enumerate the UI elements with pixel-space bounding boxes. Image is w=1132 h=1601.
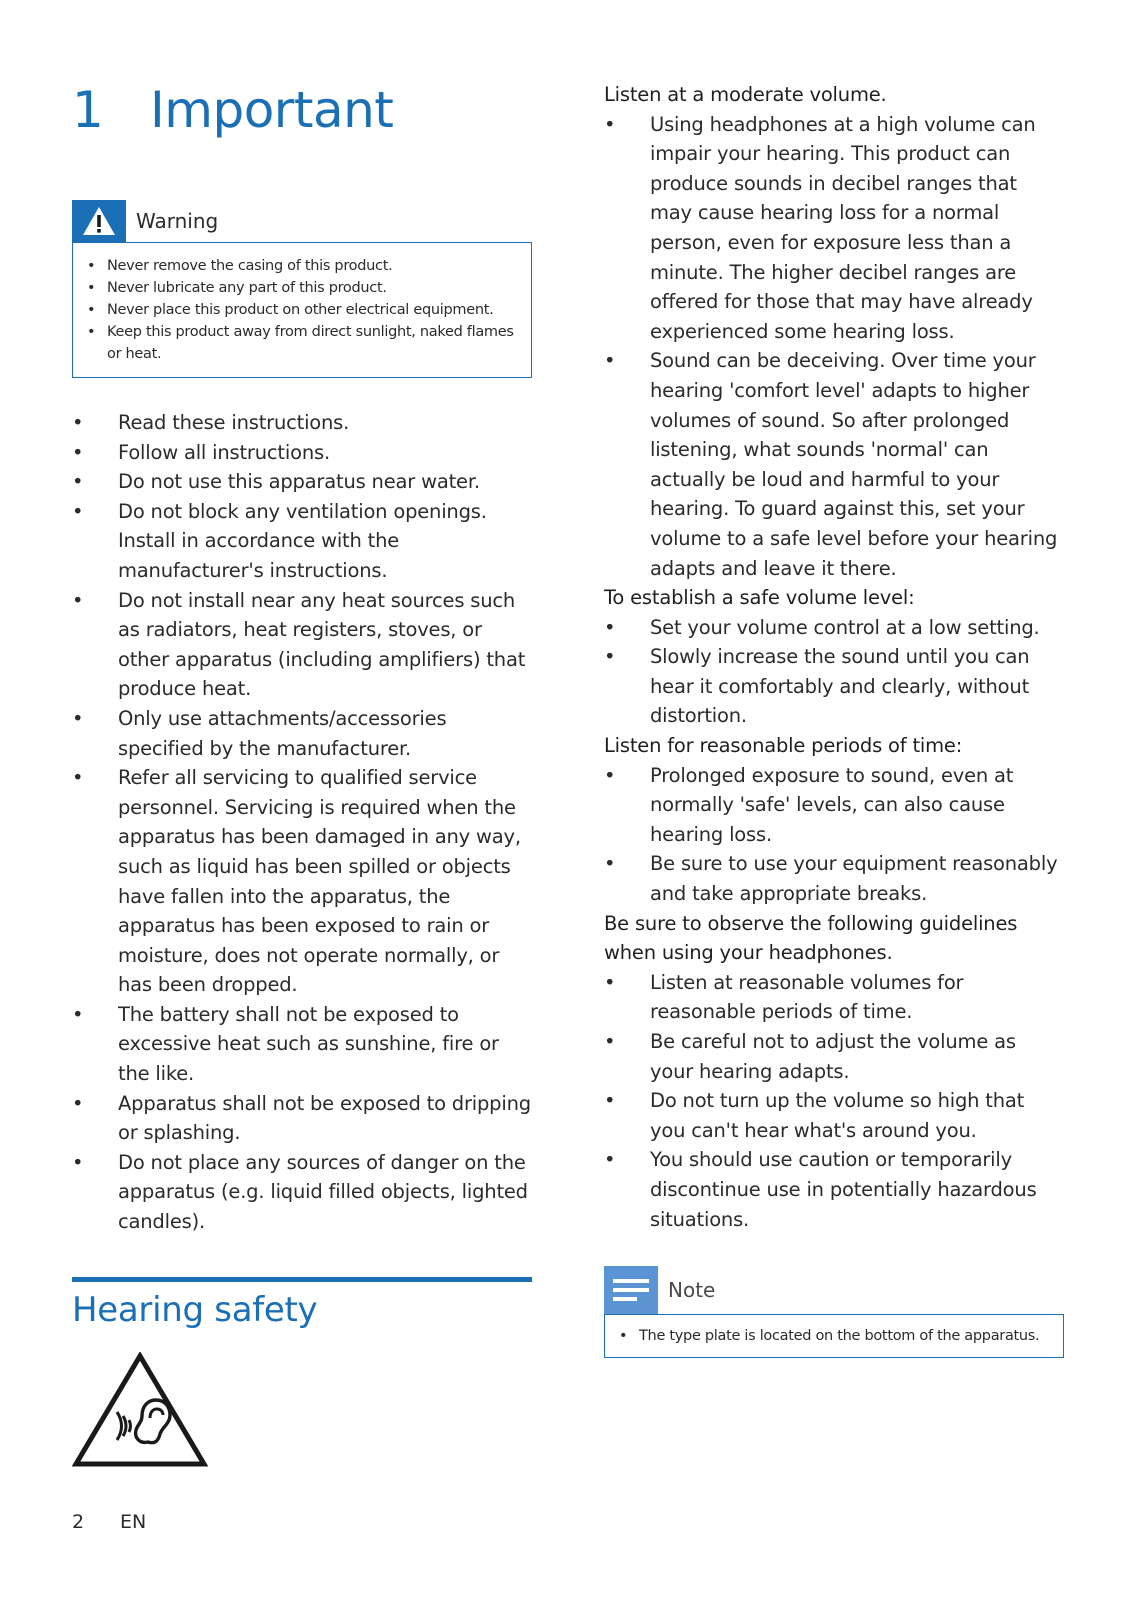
- list-item: • Keep this product away from direct sunlight, naked flames or heat.: [85, 321, 521, 365]
- list-item: • Apparatus shall not be exposed to dripping or splashing.: [72, 1089, 532, 1148]
- list-item: • Follow all instructions.: [72, 438, 532, 468]
- list-item: • Prolonged exposure to sound, even at normally 'safe' levels, can also cause hearing loss.: [604, 761, 1064, 850]
- list-item: • Do not turn up the volume so high that you can't hear what's around you.: [604, 1086, 1064, 1145]
- list-item: • Never remove the casing of this product.: [85, 255, 521, 277]
- section-title-hearing-safety: Hearing safety: [72, 1289, 318, 1330]
- subheading: Be sure to observe the following guidelines when using your headphones.: [604, 911, 1018, 965]
- page-footer: [72, 1511, 146, 1533]
- warning-header: [72, 200, 532, 242]
- list-item: • Do not block any ventilation openings. Install in accordance with the manufacturer's instructions.: [72, 497, 532, 586]
- note-header: [604, 1266, 1064, 1314]
- list-item: • The type plate is located on the bottom of the apparatus.: [617, 1325, 1051, 1347]
- list-item: • Never lubricate any part of this product.: [85, 277, 521, 299]
- list-item: • The battery shall not be exposed to excessive heat such as sunshine, fire or the like.: [72, 1000, 532, 1089]
- note-body: [604, 1314, 1064, 1358]
- warning-triangle-icon: [72, 200, 126, 242]
- page-number: 2: [72, 1511, 85, 1533]
- subheading: Listen for reasonable periods of time:: [604, 734, 963, 758]
- warning-body: [72, 242, 532, 378]
- chapter-title: Important: [150, 81, 394, 139]
- warning-title: Warning: [136, 209, 219, 233]
- list-item: • Refer all servicing to qualified service personnel. Servicing is required when the apparatus has been damaged in any way, such as liquid has been spilled or objects have fallen into the apparatus, the apparatus has been exposed to rain or moisture, does not operate normally, or has been dropped.: [72, 763, 532, 1000]
- list-item: • Do not place any sources of danger on the apparatus (e.g. liquid filled objects, lighted candles).: [72, 1148, 532, 1237]
- note-box: [604, 1266, 1064, 1358]
- instructions-list: [72, 408, 532, 1237]
- language-code: EN: [120, 1511, 147, 1533]
- list-item: • Listen at reasonable volumes for reasonable periods of time.: [604, 968, 1064, 1027]
- note-lines-icon: [604, 1266, 658, 1314]
- right-column: [604, 80, 1064, 1358]
- hearing-warning-sign-icon: [72, 1352, 208, 1468]
- list-item: • Never place this product on other electrical equipment.: [85, 299, 521, 321]
- list-item: • Be careful not to adjust the volume as your hearing adapts.: [604, 1027, 1064, 1086]
- subheading: Listen at a moderate volume.: [604, 83, 887, 106]
- note-title: Note: [668, 1278, 716, 1303]
- note-list: [617, 1325, 1051, 1347]
- chapter-number: 1: [72, 81, 104, 139]
- bullet-list: [604, 110, 1064, 584]
- list-item: • You should use caution or temporarily discontinue use in potentially hazardous situations.: [604, 1145, 1064, 1234]
- bullet-list: [604, 968, 1064, 1234]
- warning-list: [85, 255, 521, 365]
- bullet-list: [604, 613, 1064, 731]
- list-item: • Slowly increase the sound until you can hear it comfortably and clearly, without distortion.: [604, 642, 1064, 731]
- list-item: • Using headphones at a high volume can impair your hearing. This product can produce sounds in decibel ranges that may cause hearing loss for a normal person, even for exposure less than a minute. The higher decibel ranges are offered for those that may have already experienced some hearing loss.: [604, 110, 1064, 347]
- left-column: [72, 70, 532, 1468]
- bullet-list: [604, 761, 1064, 909]
- list-item: • Only use attachments/accessories specified by the manufacturer.: [72, 704, 532, 763]
- subheading: To establish a safe volume level:: [604, 586, 915, 610]
- list-item: • Do not use this apparatus near water.: [72, 467, 532, 497]
- list-item: • Do not install near any heat sources such as radiators, heat registers, stoves, or other apparatus (including amplifiers) that produce heat.: [72, 586, 532, 704]
- list-item: • Set your volume control at a low setting.: [604, 613, 1064, 643]
- warning-box: [72, 200, 532, 378]
- list-item: • Be sure to use your equipment reasonably and take appropriate breaks.: [604, 849, 1064, 908]
- list-item: • Read these instructions.: [72, 408, 532, 438]
- list-item: • Sound can be deceiving. Over time your hearing 'comfort level' adapts to higher volumes of sound. So after prolonged listening, what sounds 'normal' can actually be loud and harmful to your hearing. To guard against this, set your volume to a safe level before your hearing adapts and leave it there.: [604, 346, 1064, 583]
- chapter-heading: [72, 70, 532, 150]
